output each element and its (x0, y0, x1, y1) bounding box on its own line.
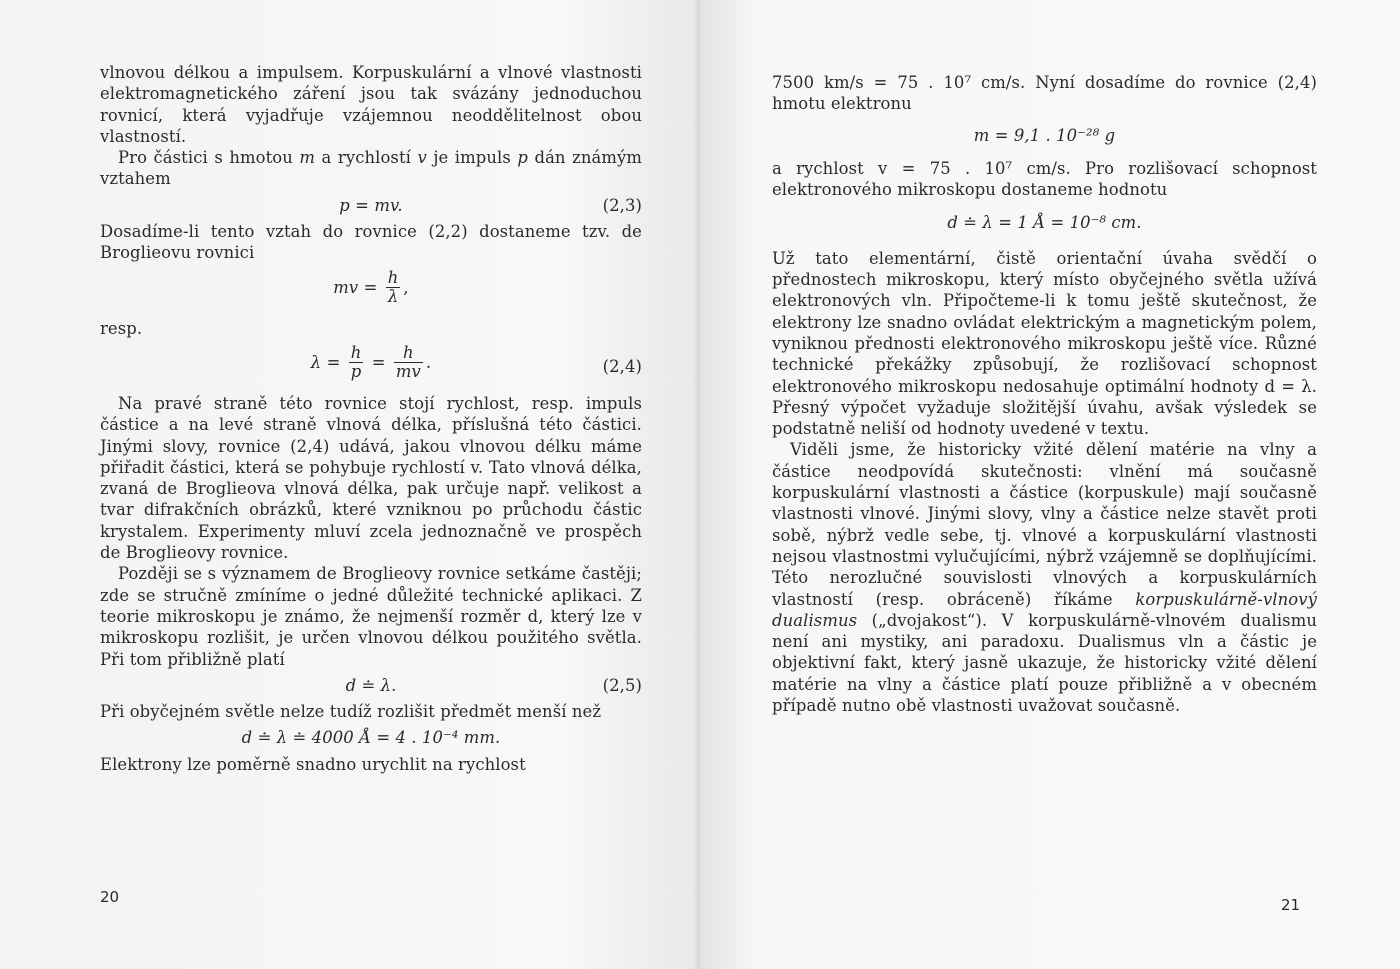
equation-resolution-light (100, 727, 642, 748)
denominator: λ (387, 286, 399, 306)
variable-p: p (517, 148, 528, 168)
numerator: h (350, 342, 362, 362)
equation-text: p = mv. (339, 195, 403, 215)
resp-label: resp. (100, 318, 143, 338)
left-page-text (100, 62, 642, 775)
paragraph: Při obyčejném světle nelze tudíž rozlišit předmět menší než (100, 702, 602, 722)
equation-text: d ≐ λ = 1 Å = 10⁻⁸ cm. (947, 213, 1142, 233)
paragraph (100, 147, 642, 190)
numerator: h (387, 267, 399, 287)
equation-2-5 (100, 675, 642, 696)
variable-v: v (417, 148, 427, 168)
equals-sign: = (371, 352, 386, 372)
equation-lhs: mv = (333, 277, 378, 297)
equation-resolution-electron (772, 212, 1317, 233)
equation-2-3 (100, 195, 642, 216)
denominator: mv (395, 361, 421, 381)
paragraph: Dosadíme-li tento vztah do rovnice (2,2) dostaneme tzv. de Broglieovu rovnici (100, 222, 642, 263)
denominator: p (350, 361, 362, 381)
paragraph: Na pravé straně této rovnice stojí rychlost, resp. impuls částice a na levé straně vlnová délka, příslušná této částici. Jinými slovy, rovnice (2,4) udává, jakou vlnovou délku máme přiřadit částici, která se pohybuje rychlostí v. Tato vlnová délka, zvaná de Broglieova vlnová délka, pak určuje např. velikost a tvar difrakčních obrázků, které vzniknou po průchodu částic krystalem. Experimenty mluví zcela jednoznačně ve prospěch de Broglieovy rovnice. (100, 393, 642, 563)
equation-number: (2,3) (602, 195, 642, 215)
paragraph: 7500 km/s = 75 . 10⁷ cm/s. Nyní dosadíme do rovnice (2,4) hmotu elektronu (772, 73, 1317, 114)
text-run: a rychlostí (315, 148, 418, 168)
equation-text: d ≐ λ ≐ 4000 Å = 4 . 10⁻⁴ mm. (241, 728, 501, 748)
variable-m: m (299, 148, 316, 168)
equation-number: (2,4) (602, 356, 642, 376)
paragraph: a rychlost v = 75 . 10⁷ cm/s. Pro rozlišovací schopnost elektronového mikroskopu dostaneme hodnotu (772, 158, 1317, 200)
equation-number: (2,5) (602, 675, 642, 695)
paragraph (772, 439, 1317, 716)
equation-2-4 (100, 344, 642, 388)
numerator: h (394, 344, 423, 363)
equation-text: d ≐ λ. (345, 675, 397, 695)
fraction (386, 269, 401, 306)
equation-electron-mass (772, 125, 1317, 146)
text-run: Pro částici s hmotou (118, 148, 300, 168)
equation-lhs: λ = (310, 352, 341, 372)
paragraph: Později se s významem de Broglieovy rovnice setkáme častěji; zde se stručně zmíníme o jedné důležité technické aplikaci. Z teorie mikroskopu je známo, že nejmenší rozměr d, který lze v mikroskopu rozlišit, je určen vlnovou délkou použitého světla. Při tom přibližně platí (100, 564, 642, 669)
text-run: dán známým vztahem (100, 148, 642, 189)
equation-de-broglie (100, 269, 642, 313)
text-run: („dvojakost“). V korpuskulárně-vlnovém dualismu není ani mystiky, ani paradoxu. Dualismus vln a částic je objektivní fakt, který jasně ukazuje, že historicky vžité dělení matérie na vlny a částice platí pouze přibližně a v obecném případě nutno obě vlastnosti uvažovat současně. (772, 610, 1317, 716)
equation-text: m = 9,1 . 10⁻²⁸ g (973, 125, 1116, 145)
text-run: je impuls (426, 148, 518, 168)
page-number: 21 (1281, 896, 1301, 914)
emphasized-term: korpuskulárně-vlnový dualismus (772, 589, 1317, 630)
paragraph: Už tato elementární, čistě orientační úvaha svědčí o přednostech mikroskopu, který místo obyčejného světla užívá elektronových vln. Připočteme-li k tomu ještě skutečnost, že elektrony lze snadno ovládat elektrickým a magnetickým polem, vyniknou přednosti elektronového mikroskopu ještě více. Různé technické překážky způsobují, že rozlišovací schopnost elektronového mikroskopu nedosahuje optimální hodnoty d = λ. Přesný výpočet vyžaduje složitější úvahu, avšak výsledek se podstatně neliší od hodnoty uvedené v textu. (772, 248, 1317, 439)
punctuation: . (425, 352, 432, 372)
paragraph: Elektrony lze poměrně snadno urychlit na rychlost (100, 754, 526, 774)
fraction (349, 344, 364, 381)
punctuation: , (403, 277, 409, 297)
page-number: 20 (100, 888, 120, 906)
text-run: Viděli jsme, že historicky vžité dělení matérie na vlny a částice neodpovídá skutečnosti: vlnění má současně korpuskulární vlastnosti a částice (korpuskule) mají současně vlastnosti vlnové. Jinými slovy, vlny a částice nelze stavět proti sobě, nýbrž vedle sebe, tj. vlnové a korpuskulární vlastnosti nejsou vlastnostmi vylučujícími, nýbrž vzájemně se doplňujícími. Této nerozlučné souvislosti vlnových a korpuskulárních vlastností (resp. obráceně) říkáme (772, 440, 1317, 609)
right-page-text (772, 72, 1317, 716)
paragraph: vlnovou délkou a impulsem. Korpuskulární a vlnové vlastnosti elektromagnetického záření jsou tak svázány jednoduchou rovnicí, která vyjadřuje vzájemnou neoddělitelnost obou vlastností. (100, 63, 642, 146)
fraction (394, 344, 423, 381)
